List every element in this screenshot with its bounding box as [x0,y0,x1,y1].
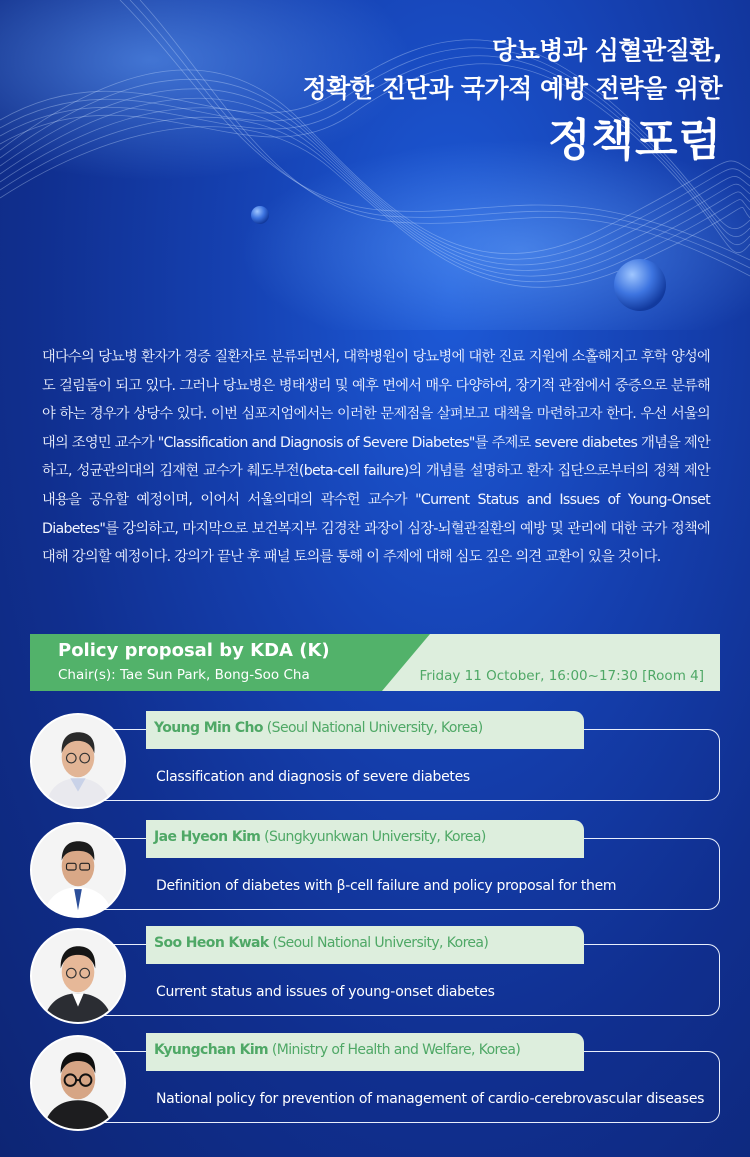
forum-title: 정책포럼 [547,115,722,166]
session-time: Friday 11 October, 16:00~17:30 [Room 4] [419,668,704,684]
speaker-name: Young Min Cho [154,720,263,736]
intro-paragraph: 대다수의 당뇨병 환자가 경증 질환자로 분류되면서, 대학병원이 당뇨병에 대한 진료 지원에 소홀해지고 후학 양성에도 걸림돌이 되고 있다. 그러나 당뇨병은 병태생리 및 예후 면에서 매우 다양하여, 장기적 관점에서 중증으로 분류해야 하는 경우가 상당수 있다. 이번 심포지엄에서는 이러한 문제점을 살펴보고 대책을 마련하고자 한다. 우선 서울의대의 조영민 교수가 "Classification and Diagnosis of Severe Diabetes"를 주제로 severe diabetes 개념을 제안하고, 성균관의대의 김재현 교수가 췌도부전(beta-cell failure)의 개념를 설명하고 환자 집단으로부터의 정책 제안 내용을 공유할 예정이며, 이어서 서울의대의 곽수헌 교수가 "Current Status and Issues of Young-Onset Diabetes"를 강의하고, 마지막으로 보건복지부 김경찬 과장이 심장-뇌혈관질환의 예방 및 관리에 대한 국가 정책에 대해 강의할 예정이다. 강의가 끝난 후 패널 토의를 통해 이 주제에 대해 심도 깊은 의견 교환이 있을 것이다. [42,349,710,566]
name-tab [146,926,584,964]
speaker-affiliation: (Seoul National University, Korea) [272,935,489,951]
speaker-photo [30,713,126,809]
sphere-decoration-small [251,206,269,224]
speaker-card [30,713,720,809]
speaker-name: Soo Heon Kwak [154,935,269,951]
hero-graphic [0,0,750,330]
name-tab [146,820,584,858]
title-line-1: 당뇨병과 심혈관질환, [491,36,722,65]
talk-title: Definition of diabetes with β-cell failure and policy proposal for them [156,878,617,894]
sphere-decoration-large [614,259,666,311]
speaker-photo [30,928,126,1024]
speaker-photo [30,822,126,918]
title-line-2: 정확한 진단과 국가적 예방 전략을 위한 [302,74,722,103]
name-tab [146,1033,584,1071]
session-chairs: Chair(s): Tae Sun Park, Bong-Soo Cha [58,667,310,683]
speaker-affiliation: (Ministry of Health and Welfare, Korea) [271,1042,521,1058]
speaker-affiliation: (Sungkyunkwan University, Korea) [264,829,486,845]
speaker-name: Jae Hyeon Kim [154,829,261,845]
talk-title: Current status and issues of young-onset diabetes [156,984,495,1000]
name-tab [146,711,584,749]
speaker-photo [30,1035,126,1131]
speaker-card [30,1035,720,1131]
speaker-name: Kyungchan Kim [154,1042,269,1058]
speaker-card [30,822,720,918]
talk-title: Classification and diagnosis of severe diabetes [156,769,470,785]
session-banner [30,634,720,691]
speaker-affiliation: (Seoul National University, Korea) [266,720,483,736]
session-title: Policy proposal by KDA (K) [58,640,330,661]
speaker-card [30,928,720,1024]
talk-title: National policy for prevention of management of cardio-cerebrovascular diseases [156,1091,705,1107]
